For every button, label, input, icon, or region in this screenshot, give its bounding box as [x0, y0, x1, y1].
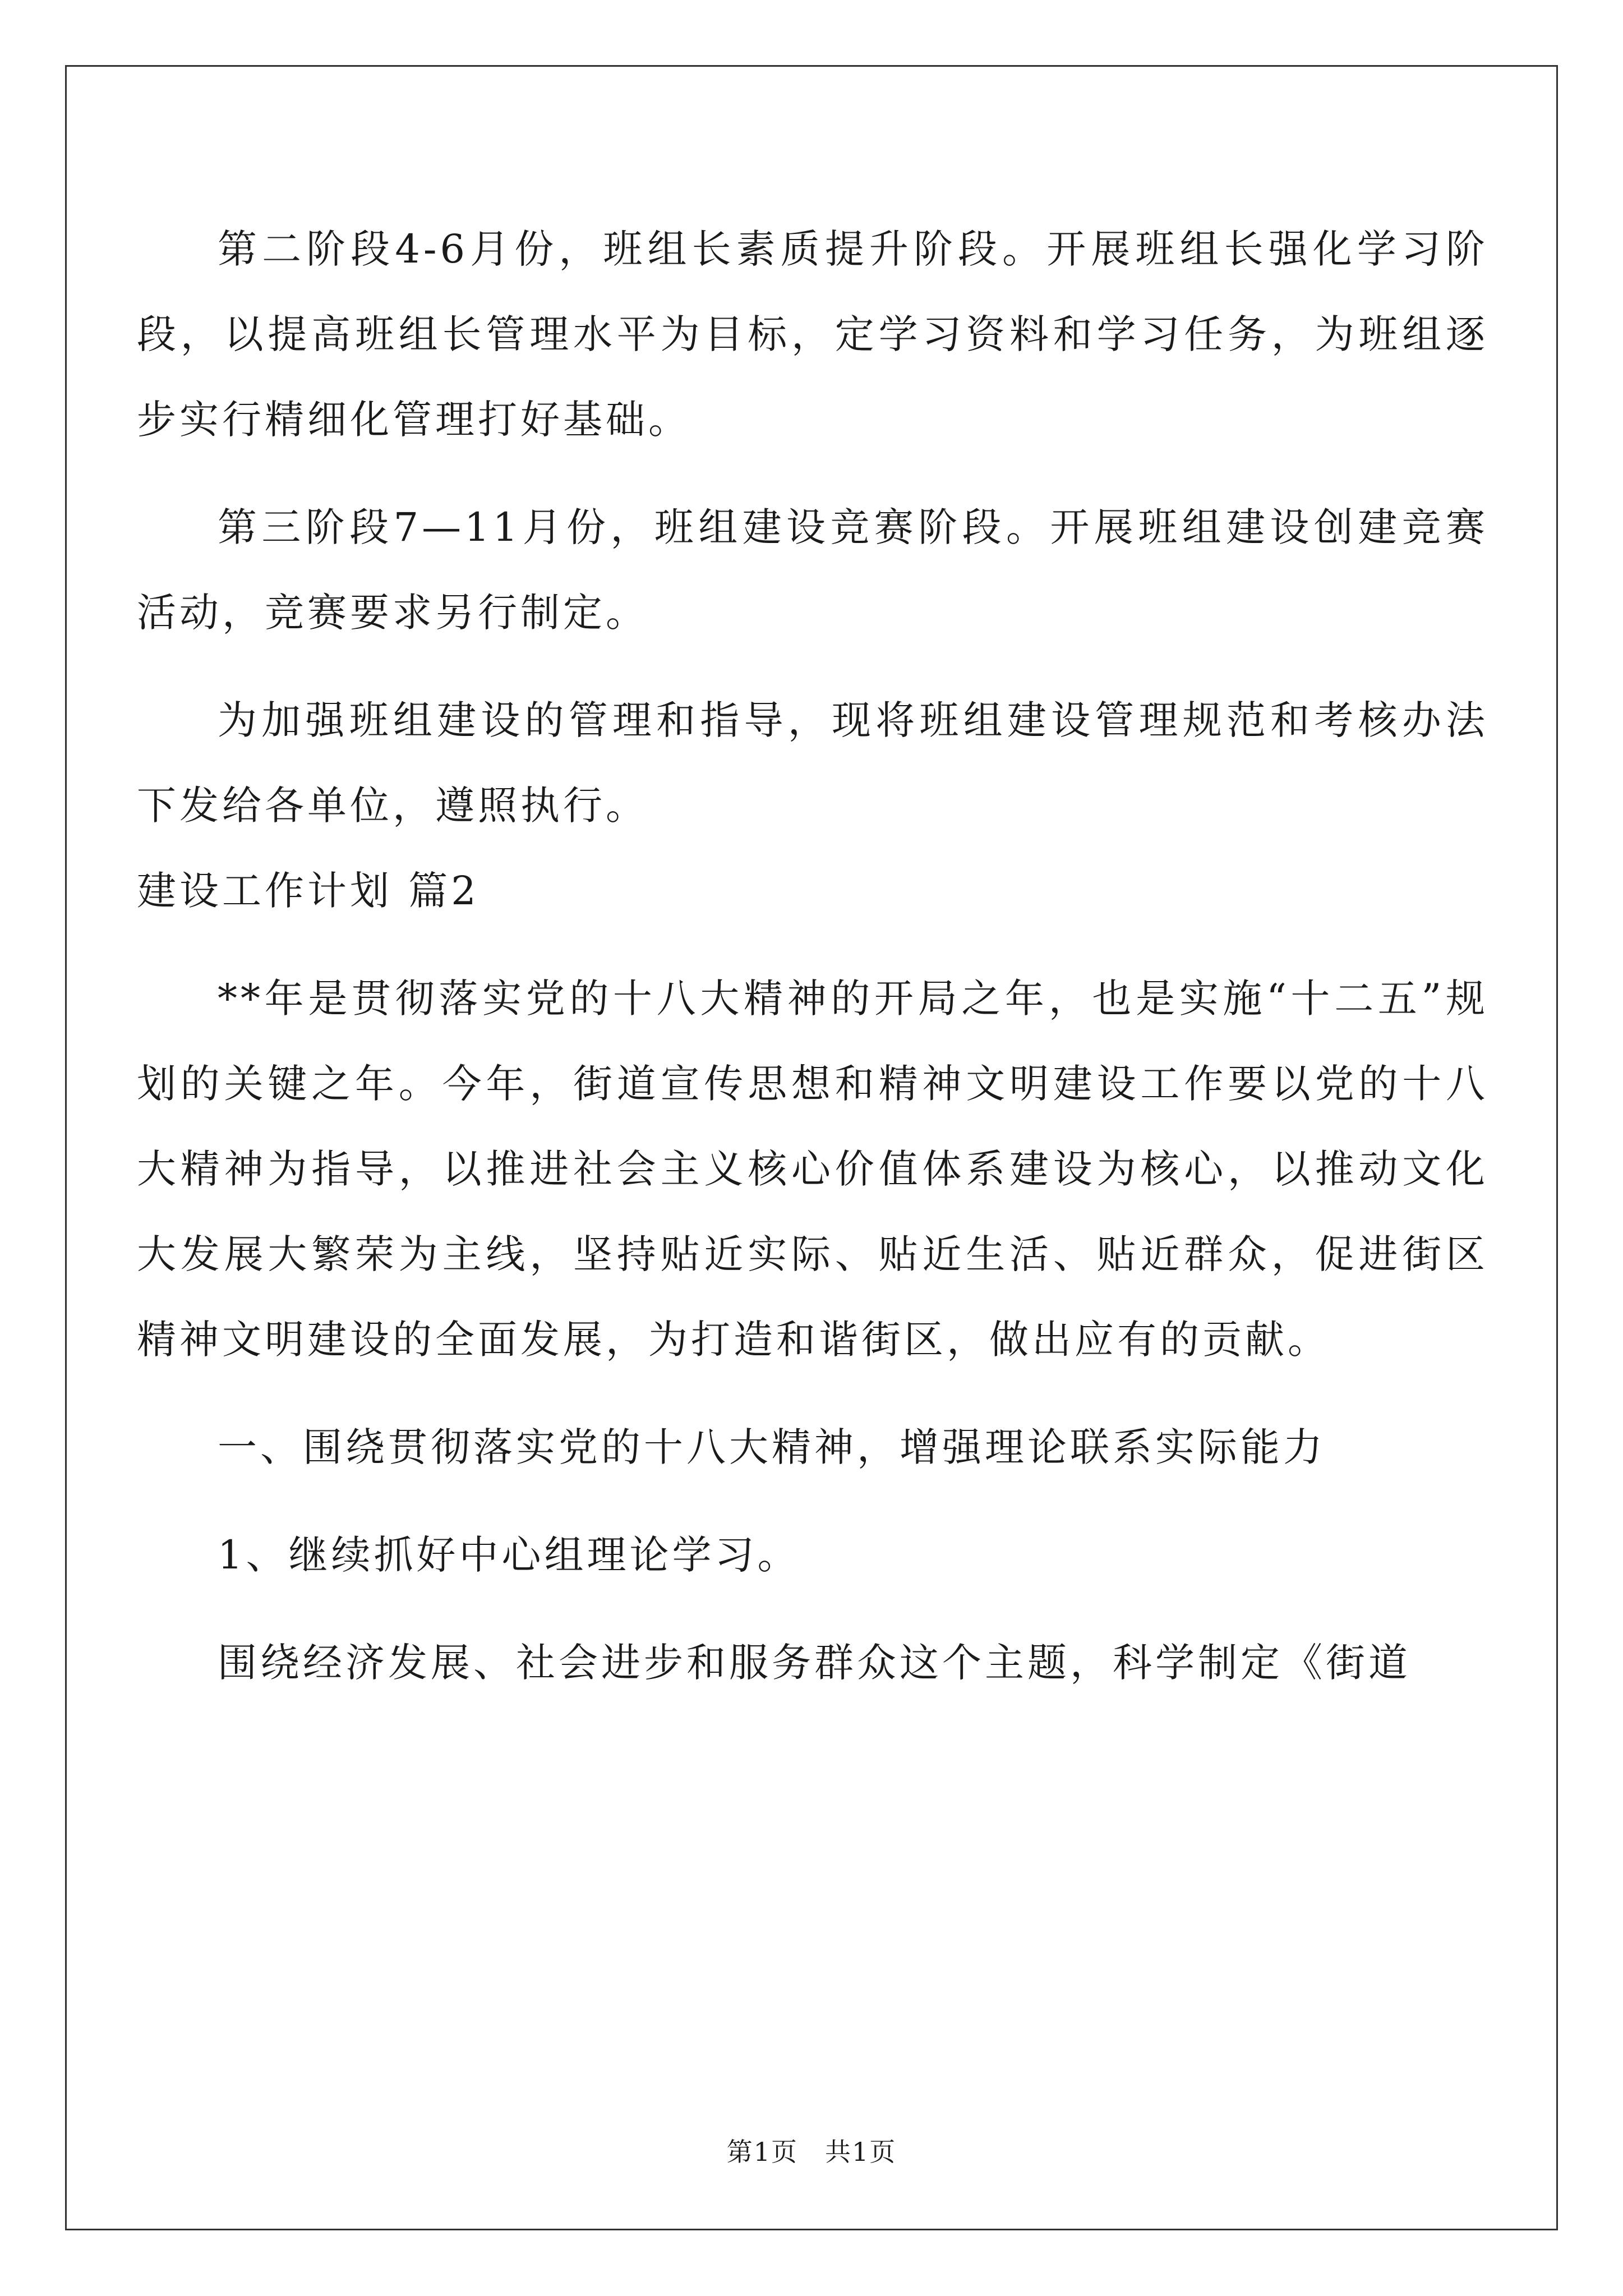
section-heading: 建设工作计划 篇2	[137, 868, 479, 914]
document-body	[137, 206, 1488, 1705]
paragraph-section-one: 一、围绕贯彻落实党的十八大精神，增强理论联系实际能力	[218, 1424, 1326, 1470]
paragraph-stage-three: 第三阶段7—11月份，班组建设竞赛阶段。开展班组建设创建竞赛活动，竞赛要求另行制定。	[137, 504, 1488, 636]
paragraph-theme: 围绕经济发展、社会进步和服务群众这个主题，科学制定《街道	[218, 1640, 1411, 1686]
paragraph-management: 为加强班组建设的管理和指导，现将班组建设管理规范和考核办法下发给各单位，遵照执行。	[137, 697, 1488, 829]
paragraph-item-one: 1、继续抓好中心组理论学习。	[218, 1532, 800, 1578]
page-footer: 第1页 共1页	[726, 2137, 897, 2167]
paragraph-stage-two: 第二阶段4-6月份，班组长素质提升阶段。开展班组长强化学习阶段，以提高班组长管理水平为目标，定学习资料和学习任务，为班组逐步实行精细化管理打好基础。	[137, 226, 1488, 443]
paragraph-intro: **年是贯彻落实党的十八大精神的开局之年，也是实施“十二五”规划的关键之年。今年，街道宣传思想和精神文明建设工作要以党的十八大精神为指导，以推进社会主义核心价值体系建设为核心，以推动文化大发展大繁荣为主线，坚持贴近实际、贴近生活、贴近群众，促进街区精神文明建设的全面发展，为打造和谐街区，做出应有的贡献。	[137, 976, 1488, 1363]
